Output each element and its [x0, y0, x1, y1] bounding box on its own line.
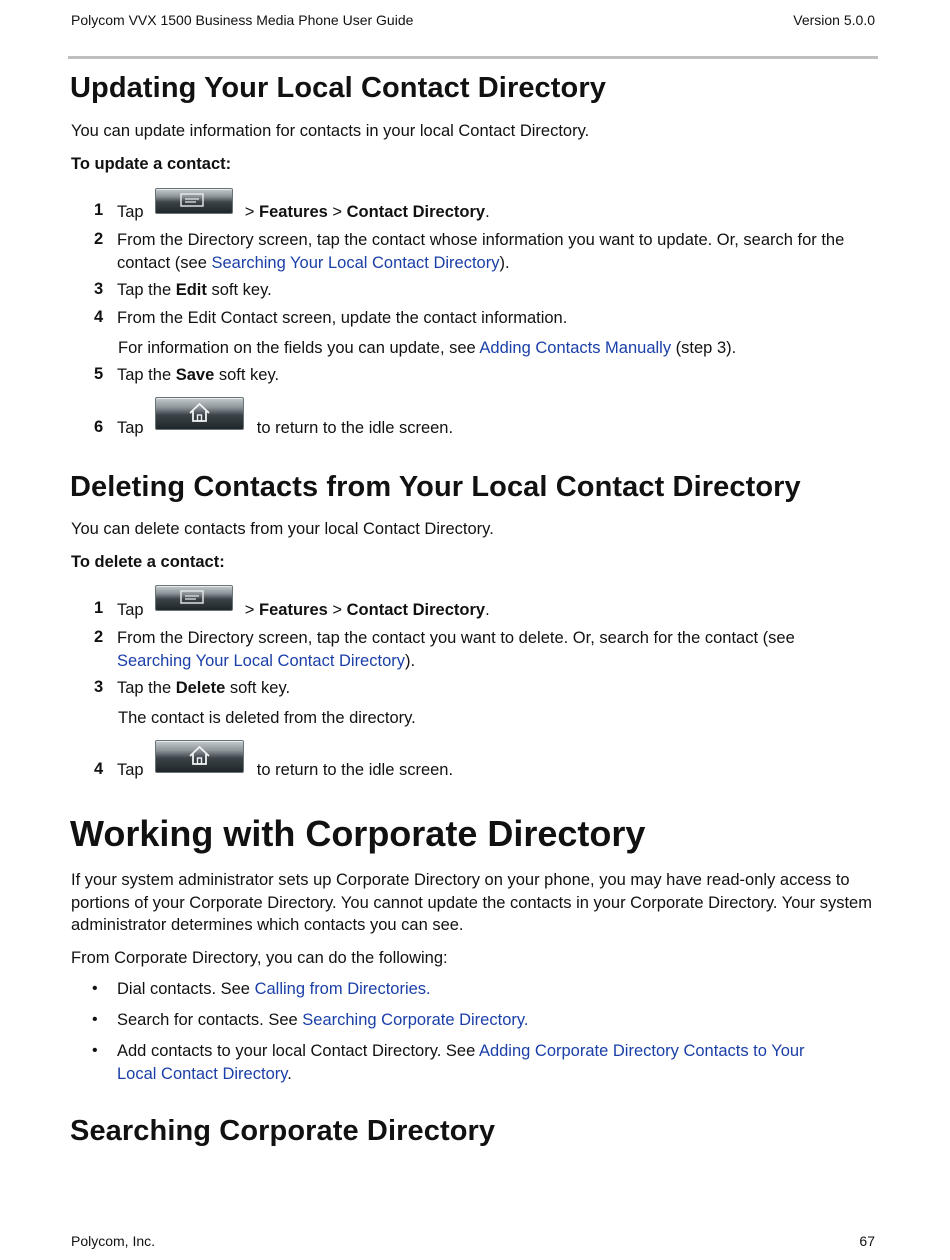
- update-step-6: Tap to return to the idle screen.: [117, 419, 454, 437]
- link-searching-corporate-directory[interactable]: Searching Corporate Directory: [302, 1011, 524, 1029]
- delete-step-3: Tap the Delete soft key.: [117, 679, 291, 697]
- step-number: 1: [94, 599, 104, 617]
- update-step-5: Tap the Save soft key.: [117, 366, 280, 384]
- update-step-4: From the Edit Contact screen, update the contact information.: [117, 309, 568, 327]
- heading-deleting: Deleting Contacts from Your Local Contact Directory: [70, 471, 801, 503]
- step-number: 5: [94, 365, 104, 383]
- link-searching-local-directory[interactable]: Searching Your Local Contact Directory: [211, 253, 500, 272]
- update-step-2: From the Directory screen, tap the contact whose information you want to update. Or, search for the contact (see Searching Your Local Contact Directory).: [117, 231, 845, 272]
- updating-intro: You can update information for contacts in your local Contact Directory.: [71, 122, 590, 140]
- home-key-icon[interactable]: [155, 740, 244, 773]
- running-header-version: Version 5.0.0: [793, 12, 875, 28]
- update-step-4-note: For information on the fields you can update, see Adding Contacts Manually (step 3).: [118, 339, 737, 357]
- running-header-title: Polycom VVX 1500 Business Media Phone User Guide: [71, 12, 414, 28]
- delete-step-1: Tap > Features > Contact Directory.: [117, 601, 490, 619]
- step-number: 1: [94, 201, 104, 219]
- menu-key-icon[interactable]: [155, 188, 233, 214]
- heading-updating: Updating Your Local Contact Directory: [70, 72, 606, 104]
- link-calling-from-directories[interactable]: Calling from Directories: [254, 980, 427, 998]
- link-adding-corporate-contacts[interactable]: Adding Corporate Directory Contacts to Your Local Contact Directory: [117, 1042, 805, 1083]
- step-number: 4: [94, 308, 104, 326]
- footer-company: Polycom, Inc.: [71, 1233, 156, 1249]
- step-number: 3: [94, 280, 104, 298]
- menu-key-icon[interactable]: [155, 585, 233, 611]
- link-adding-contacts-manually[interactable]: Adding Contacts Manually: [479, 339, 672, 357]
- link-searching-local-directory[interactable]: Searching Your Local Contact Directory: [117, 651, 405, 670]
- delete-procedure-title: To delete a contact:: [71, 553, 225, 571]
- deleting-intro: You can delete contacts from your local Contact Directory.: [71, 520, 494, 538]
- bullet-icon: •: [92, 1011, 98, 1028]
- footer-page-number: 67: [859, 1233, 875, 1249]
- step-number: 2: [94, 628, 104, 646]
- delete-step-3-note: The contact is deleted from the directory.: [118, 709, 416, 727]
- delete-step-4: Tap to return to the idle screen.: [117, 761, 454, 779]
- corporate-bullet-3: Add contacts to your local Contact Directory. See Adding Corporate Directory Contacts to Your Local Contact Directory.: [117, 1042, 805, 1083]
- delete-step-2: From the Directory screen, tap the contact you want to delete. Or, search for the contact (see Searching Your Local Contact Directory).: [117, 629, 795, 670]
- bullet-icon: •: [92, 980, 98, 997]
- home-key-icon[interactable]: [155, 397, 244, 430]
- step-number: 2: [94, 230, 104, 248]
- update-step-1: Tap > Features > Contact Directory.: [117, 203, 490, 221]
- update-procedure-title: To update a contact:: [71, 155, 232, 173]
- corporate-intro: If your system administrator sets up Corporate Directory on your phone, you may have read-only access to portions of your Corporate Directory. You cannot update the contacts in your Corporate Directory. Your system administrator determines which contacts you can see.: [71, 871, 872, 934]
- step-number: 4: [94, 760, 104, 778]
- update-step-3: Tap the Edit soft key.: [117, 281, 272, 299]
- corporate-lead: From Corporate Directory, you can do the following:: [71, 949, 448, 967]
- step-number: 6: [94, 418, 104, 436]
- heading-working-corporate: Working with Corporate Directory: [70, 813, 646, 854]
- corporate-bullet-1: Dial contacts. See Calling from Directories.: [117, 980, 431, 998]
- header-divider: [68, 56, 878, 59]
- corporate-bullet-2: Search for contacts. See Searching Corporate Directory.: [117, 1011, 529, 1029]
- bullet-icon: •: [92, 1042, 98, 1059]
- step-number: 3: [94, 678, 104, 696]
- heading-searching-corporate: Searching Corporate Directory: [70, 1115, 496, 1147]
